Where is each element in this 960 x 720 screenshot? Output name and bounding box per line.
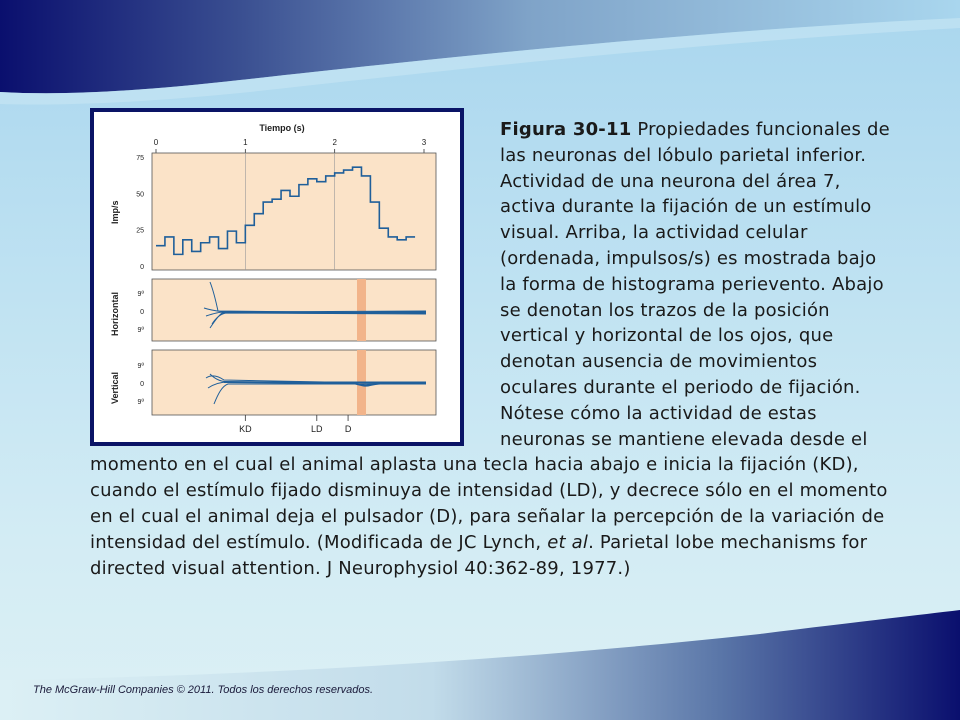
y-axis-label-vertical: Vertical [110, 371, 120, 404]
h-tick-bot: 9º [137, 327, 144, 334]
top-decorative-band [0, 0, 960, 120]
bottom-decorative-band [0, 610, 960, 720]
caption-label: Figura 30-11 [500, 119, 632, 140]
x-tick-label: 3 [421, 138, 427, 147]
v-tick-top: 9º [137, 363, 144, 370]
y-tick-label: 50 [136, 191, 144, 199]
h-tick-mid: 0 [140, 309, 144, 316]
x-axis-title: Tiempo (s) [259, 123, 305, 133]
h-tick-top: 9º [137, 291, 144, 298]
v-tick-bot: 9º [137, 399, 144, 406]
y-tick-label: 0 [140, 264, 144, 271]
v-tick-mid: 0 [140, 381, 144, 388]
caption-tail: . Parietal lobe mechanisms for directed visual attention. J Neurophysiol 40:362-89, 1977.) [90, 531, 868, 579]
caption-italic: et al [547, 531, 589, 553]
x-tick-label: 0 [153, 138, 159, 147]
x-tick-label: 2 [332, 138, 337, 147]
figure-caption [90, 117, 892, 581]
caption-text: Propiedades funcionales de las neuronas del lóbulo parietal inferior. Actividad de una neurona del área 7, activa durante la fijación de un estímulo visual. Arriba, la actividad celular (ordenada, impulsos/s) es mostrada bajo la forma de histograma perievento. Abajo se denotan los trazos de la posición vertical y horizontal de los ojos, que denotan ausencia de movimientos oculares durante el periodo de fijación. Nótese cómo la actividad de estas neuronas se mantiene elevada desde el momento en el cual el animal aplasta una tecla hacia abajo e inicia la fijación (KD), cuando el estímulo fijado disminuya de intensidad (LD), y decrece sólo en el momento en el cual el animal deja el pulsador (D), para señalar la percepción de la variación de intensidad del estímulo. (Modificada de JC Lynch, [90, 119, 890, 553]
y-tick-label: 75 [136, 155, 144, 162]
y-tick-label: 25 [136, 227, 144, 235]
event-label-kd: KD [239, 424, 252, 434]
copyright-footer: The McGraw-Hill Companies © 2011. Todos los derechos reservados. [33, 684, 374, 696]
y-axis-label-horizontal: Horizontal [110, 292, 120, 336]
event-label-d: D [344, 424, 352, 434]
event-label-ld: LD [311, 424, 323, 434]
x-tick-label: 1 [243, 138, 248, 147]
y-axis-label-imps: Imp/s [110, 200, 120, 224]
